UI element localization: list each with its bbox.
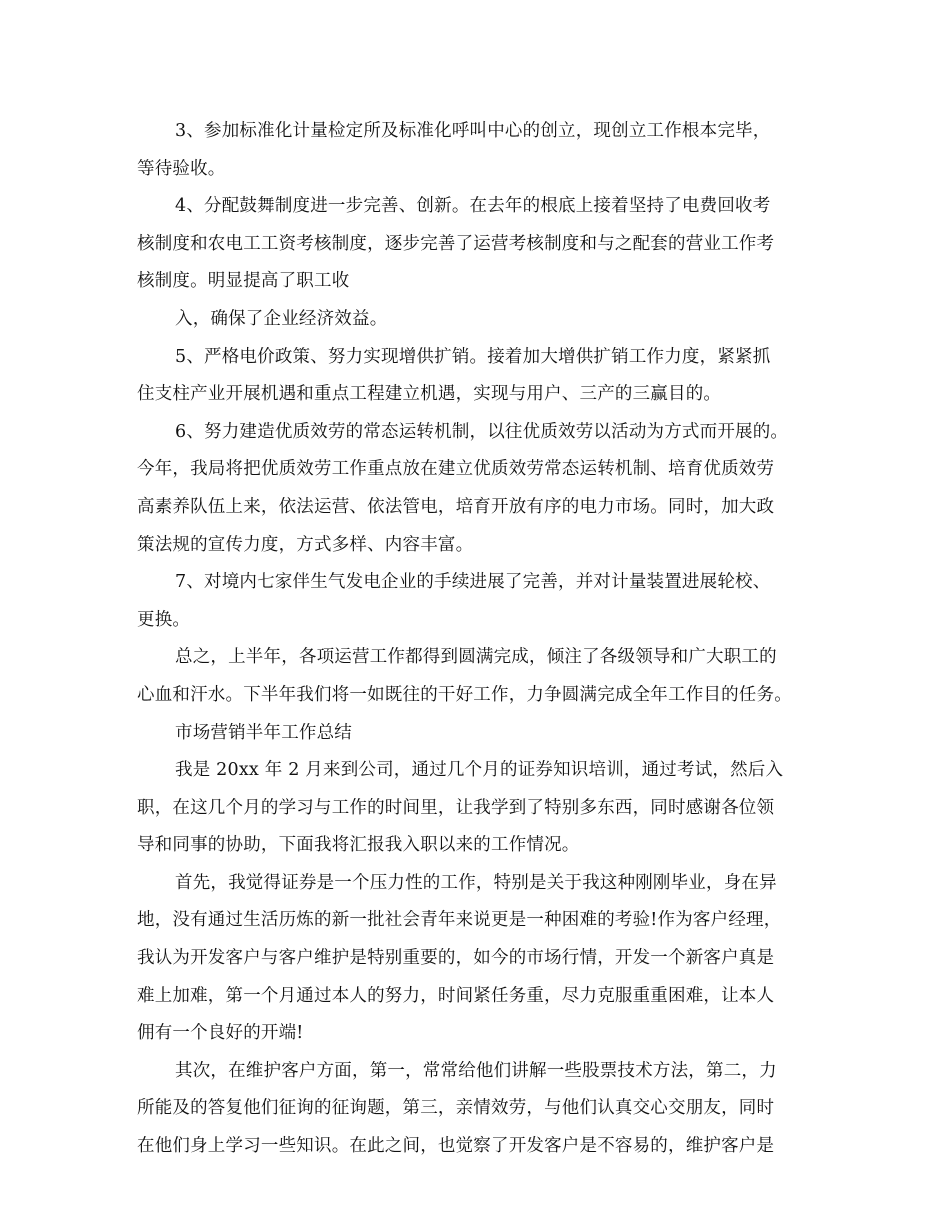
- text-line: 入，确保了企业经济效益。: [175, 308, 388, 329]
- text-line: 佣有一个良好的开端!: [137, 1023, 304, 1044]
- text-line: 高素养队伍上来，依法运营、依法管电，培育开放有序的电力市场。同时，加大政: [137, 496, 775, 517]
- text-line: 我是 20xx 年 2 月来到公司，通过几个月的证券知识培训，通过考试，然后入: [175, 760, 784, 781]
- text-line: 6、努力建造优质效劳的常态运转机制，以往优质效劳以活动为方式而开展的。: [175, 421, 789, 442]
- text-line: 地，没有通过生活历炼的新一批社会青年来说更是一种困难的考验!作为客户经理，: [137, 910, 782, 931]
- text-line: 首先，我觉得证券是一个压力性的工作，特别是关于我这种刚刚毕业，身在异: [175, 872, 777, 893]
- text-line: 职，在这几个月的学习与工作的时间里，让我学到了特别多东西，同时感谢各位领: [137, 797, 775, 818]
- text-line: 今年，我局将把优质效劳工作重点放在建立优质效劳常态运转机制、培育优质效劳: [137, 459, 775, 480]
- text-line: 策法规的宣传力度，方式多样、内容丰富。: [137, 534, 474, 555]
- text-line: 核制度和农电工工资考核制度，逐步完善了运营考核制度和与之配套的营业工作考: [137, 233, 775, 254]
- text-line: 等待验收。: [137, 158, 226, 179]
- text-line: 在他们身上学习一些知识。在此之间，也觉察了开发客户是不容易的，维护客户是: [137, 1136, 775, 1157]
- text-line: 所能及的答复他们征询的征询题，第三，亲情效劳，与他们认真交心交朋友，同时: [137, 1098, 775, 1119]
- document-body: [137, 113, 817, 1166]
- text-line: 总之，上半年，各项运营工作都得到圆满完成，倾注了各级领导和广大职工的: [175, 647, 777, 668]
- text-line: 4、分配鼓舞制度进一步完善、创新。在去年的根底上接着坚持了电费回收考: [175, 196, 771, 217]
- text-line: 难上加难，第一个月通过本人的努力，时间紧任务重，尽力克服重重困难，让本人: [137, 985, 775, 1006]
- text-line: 我认为开发客户与客户维护是特别重要的，如今的市场行情，开发一个新客户真是: [137, 948, 775, 969]
- text-line: 核制度。明显提高了职工收: [137, 271, 350, 292]
- text-line: 更换。: [137, 609, 191, 630]
- text-line: 导和同事的协助，下面我将汇报我入职以来的工作情况。: [137, 835, 580, 856]
- text-line: 7、对境内七家伴生气发电企业的手续进展了完善，并对计量装置进展轮校、: [175, 572, 771, 593]
- text-line: 3、参加标准化计量检定所及标准化呼叫中心的创立，现创立工作根本完毕，: [175, 121, 771, 141]
- text-line: 其次，在维护客户方面，第一，常常给他们讲解一些股票技术方法，第二，力: [175, 1060, 777, 1081]
- text-line: 5、严格电价政策、努力实现增供扩销。接着加大增供扩销工作力度，紧紧抓: [175, 346, 771, 367]
- text-line: 心血和汗水。下半年我们将一如既往的干好工作，力争圆满完成全年工作目的任务。: [137, 684, 792, 705]
- text-line: 市场营销半年工作总结: [175, 722, 352, 743]
- text-line: 住支柱产业开展机遇和重点工程建立机遇，实现与用户、三产的三赢目的。: [137, 384, 722, 405]
